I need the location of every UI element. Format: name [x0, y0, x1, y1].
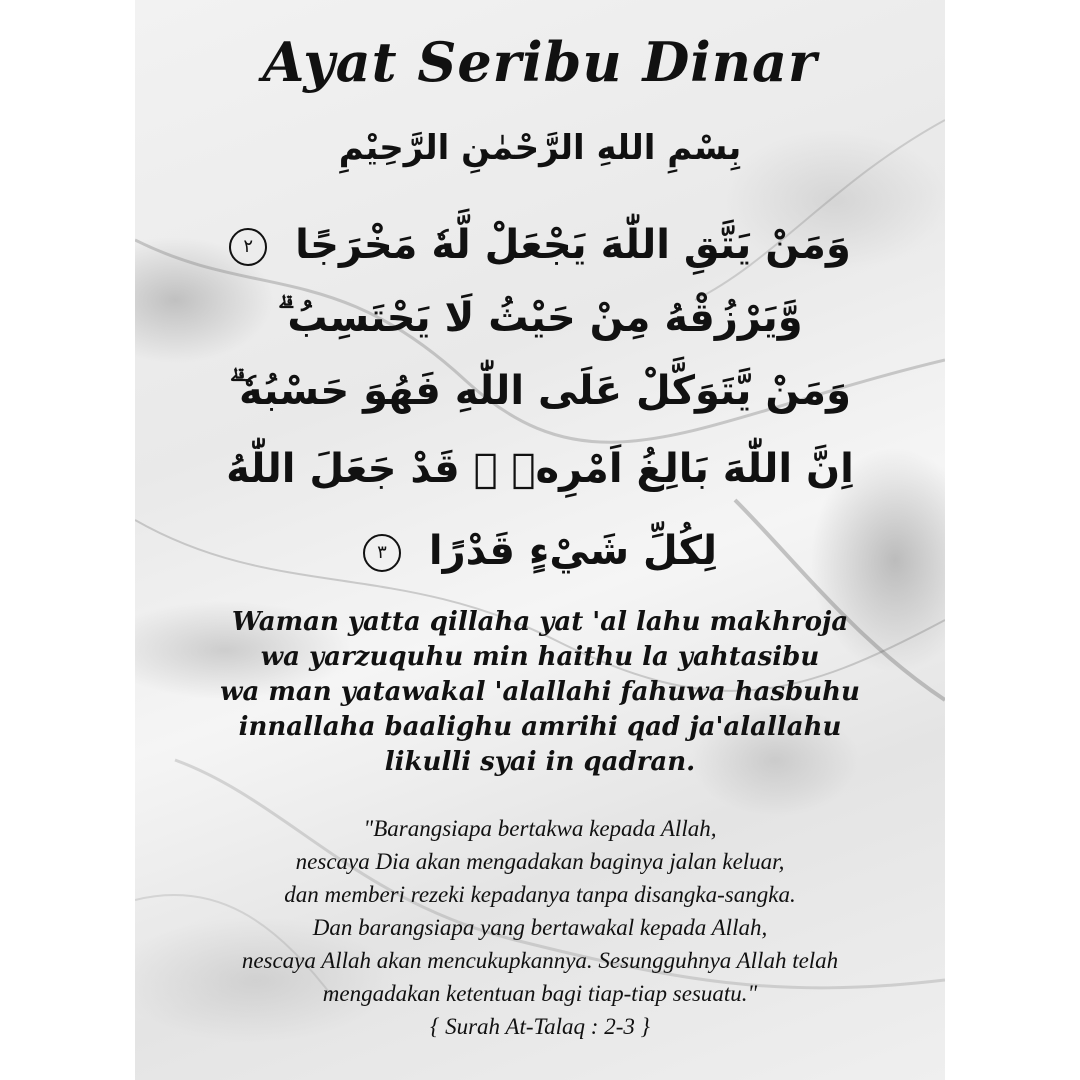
ayah-line-4: [135, 446, 945, 492]
ayah-text: وَمَنْ يَتَّقِ اللّٰهَ يَجْعَلْ لَّهٗ مَخْرَجًا: [295, 222, 851, 268]
transliteration-line: innallaha baalighu amrihi qad ja'alallahu: [238, 712, 842, 742]
page-title: Ayat Seribu Dinar: [262, 30, 818, 94]
ayah-text: وَمَنْ يَّتَوَكَّلْ عَلَى اللّٰهِ فَهُوَ حَسْبُهٗ ۗ: [229, 368, 851, 414]
marble-poster: [135, 0, 945, 1080]
translation-line: mengadakan ketentuan bagi tiap-tiap sesuatu.": [322, 981, 758, 1006]
ayah-number-marker: ٢: [229, 228, 267, 266]
transliteration-line: wa man yatawakal 'alallahi fahuwa hasbuhu: [220, 677, 860, 707]
transliteration-line: wa yarzuquhu min haithu la yahtasibu: [260, 642, 820, 672]
ayah-line-2: [135, 295, 945, 341]
transliteration-line: likulli syai in qadran.: [384, 747, 696, 777]
transliteration-line: Waman yatta qillaha yat 'al lahu makhroja: [231, 607, 849, 637]
ayah-text: اِنَّ اللّٰهَ بَالِغُ اَمْرِهٖ ۗ قَدْ جَعَلَ اللّٰهُ: [226, 446, 854, 492]
translation-block: [135, 812, 945, 1043]
translation-line: Dan barangsiapa yang bertawakal kepada Allah,: [312, 915, 768, 940]
ayah-number-marker: ٣: [363, 534, 401, 572]
translation-line: nescaya Dia akan mengadakan baginya jalan keluar,: [295, 849, 785, 874]
ayah-text: لِكُلِّ شَيْءٍ قَدْرًا: [428, 528, 718, 574]
bismillah: بِسْمِ اللهِ الرَّحْمٰنِ الرَّحِيْمِ: [338, 128, 742, 168]
ayah-line-3: [135, 368, 945, 414]
ayah-line-5: [135, 528, 945, 574]
ayah-line-1: [135, 222, 945, 268]
ayah-text: وَّيَرْزُقْهُ مِنْ حَيْثُ لَا يَحْتَسِبُ ۗ: [277, 295, 803, 341]
translation-line: nescaya Allah akan mencukupkannya. Sesungguhnya Allah telah: [241, 948, 839, 973]
translation-line: dan memberi rezeki kepadanya tanpa disangka-sangka.: [284, 882, 796, 907]
transliteration-block: [135, 605, 945, 780]
surah-reference: { Surah At-Talaq : 2-3 }: [430, 1014, 650, 1039]
translation-line: "Barangsiapa bertakwa kepada Allah,: [363, 816, 717, 841]
